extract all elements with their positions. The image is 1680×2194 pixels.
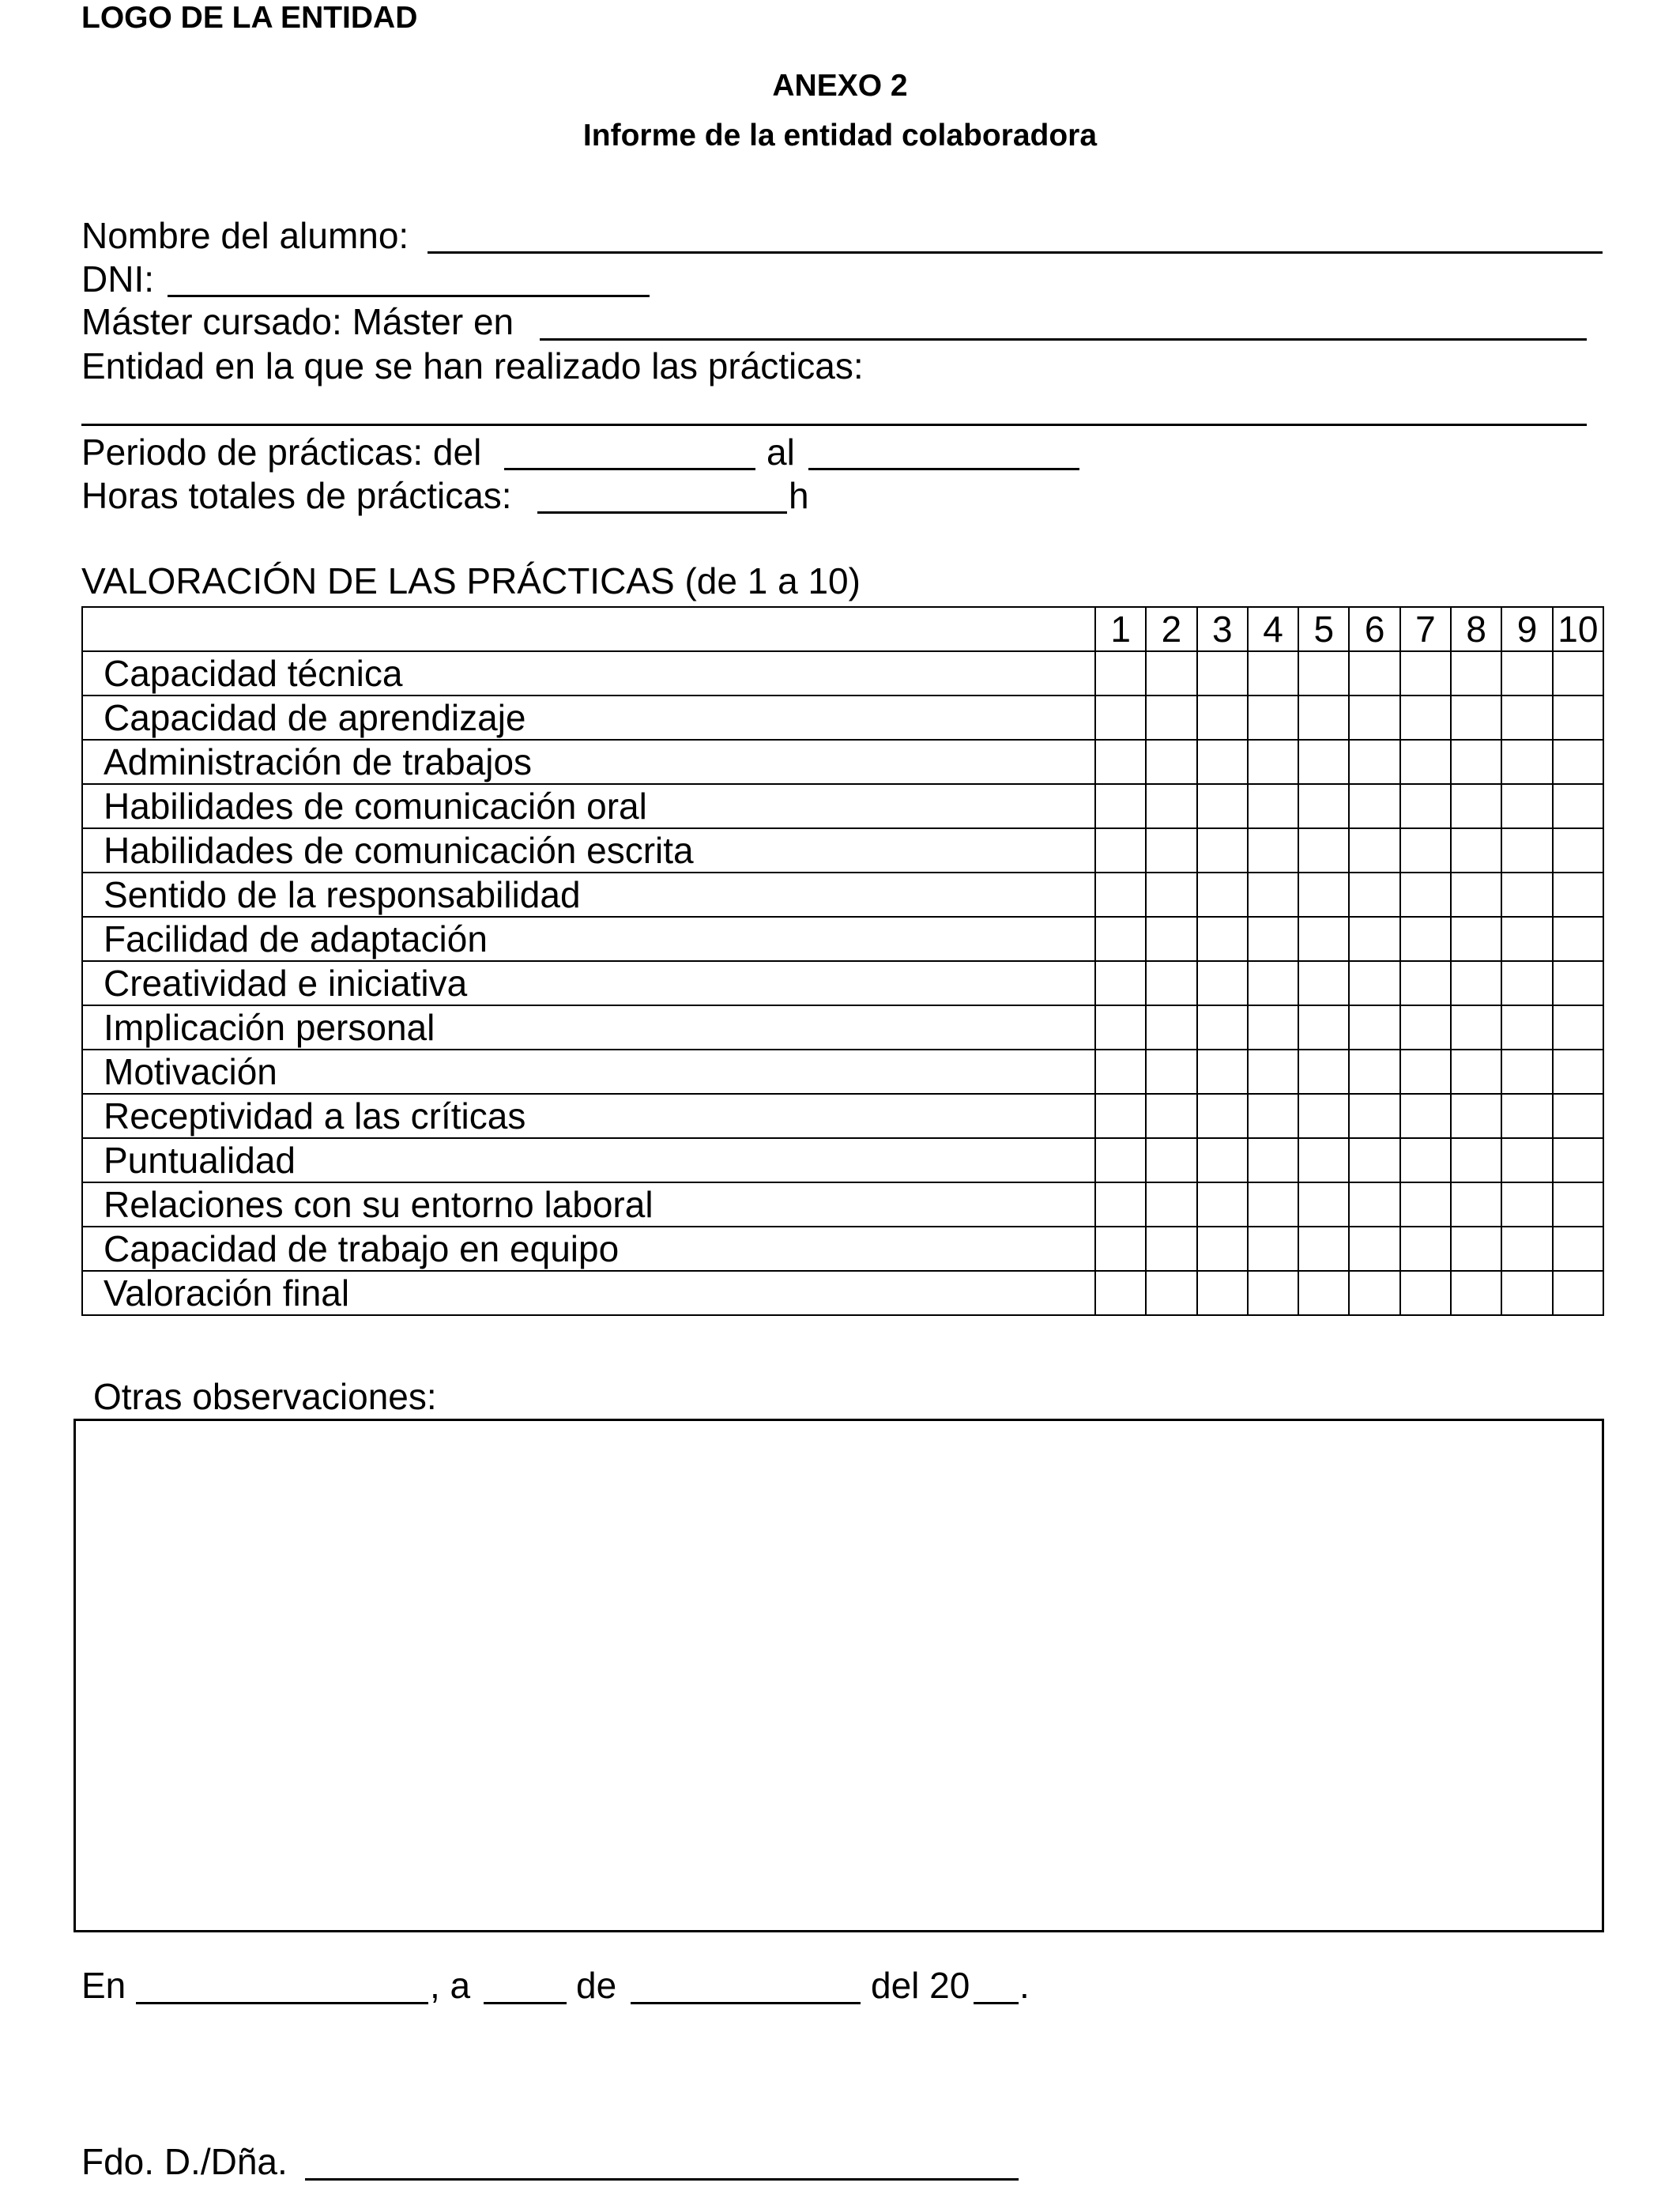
signature-field[interactable] — [305, 2178, 1019, 2181]
score-cell-7[interactable] — [1400, 696, 1451, 740]
score-cell-1[interactable] — [1095, 1138, 1146, 1182]
master-label: Máster cursado: Máster en — [81, 301, 514, 342]
student-name-label: Nombre del alumno: — [81, 215, 409, 256]
date-del-label: del 20 — [871, 1965, 970, 2006]
period-start-field[interactable] — [504, 468, 755, 470]
score-cell-6[interactable] — [1349, 917, 1399, 961]
period-end-field[interactable] — [808, 468, 1079, 470]
observations-label: Otras observaciones: — [93, 1376, 437, 1417]
criterion-row — [82, 917, 1603, 961]
score-cell-6[interactable] — [1349, 961, 1399, 1005]
scale-header-9: 9 — [1501, 607, 1552, 651]
score-cell-8[interactable] — [1451, 1138, 1501, 1182]
score-cell-8[interactable] — [1451, 1182, 1501, 1227]
score-cell-7[interactable] — [1400, 873, 1451, 917]
criterion-label: Administración de trabajos — [82, 740, 1095, 784]
date-a-label: , a — [430, 1965, 471, 2006]
score-cell-5[interactable] — [1298, 1050, 1349, 1094]
scale-header-3: 3 — [1197, 607, 1248, 651]
score-cell-1[interactable] — [1095, 1227, 1146, 1271]
score-cell-5[interactable] — [1298, 917, 1349, 961]
score-cell-3[interactable] — [1197, 784, 1248, 828]
criterion-row — [82, 1094, 1603, 1138]
score-cell-2[interactable] — [1146, 651, 1196, 696]
place-field[interactable] — [136, 2002, 428, 2004]
score-cell-6[interactable] — [1349, 1094, 1399, 1138]
score-cell-2[interactable] — [1146, 828, 1196, 873]
scale-header-2: 2 — [1146, 607, 1196, 651]
student-name-field[interactable] — [428, 251, 1603, 254]
signature-label: Fdo. D./Dña. — [81, 2141, 288, 2182]
score-cell-2[interactable] — [1146, 1227, 1196, 1271]
score-cell-7[interactable] — [1400, 651, 1451, 696]
score-cell-9[interactable] — [1501, 1005, 1552, 1050]
score-cell-7[interactable] — [1400, 828, 1451, 873]
score-cell-5[interactable] — [1298, 1138, 1349, 1182]
score-cell-5[interactable] — [1298, 1005, 1349, 1050]
score-cell-8[interactable] — [1451, 740, 1501, 784]
total-hours-label: Horas totales de prácticas: — [81, 475, 512, 516]
score-cell-1[interactable] — [1095, 917, 1146, 961]
score-cell-6[interactable] — [1349, 1227, 1399, 1271]
criterion-row — [82, 696, 1603, 740]
annex-heading: ANEXO 2 — [772, 69, 908, 103]
scale-header-7: 7 — [1400, 607, 1451, 651]
score-cell-6[interactable] — [1349, 1271, 1399, 1315]
criterion-label: Capacidad técnica — [82, 651, 1095, 696]
total-hours-field[interactable] — [537, 511, 787, 514]
score-cell-2[interactable] — [1146, 1182, 1196, 1227]
score-cell-8[interactable] — [1451, 651, 1501, 696]
score-cell-4[interactable] — [1248, 1271, 1298, 1315]
criterion-row — [82, 1138, 1603, 1182]
observations-textbox[interactable] — [73, 1419, 1604, 1932]
criterion-row — [82, 1050, 1603, 1094]
criterion-row — [82, 873, 1603, 917]
score-cell-9[interactable] — [1501, 1138, 1552, 1182]
score-cell-8[interactable] — [1451, 917, 1501, 961]
criterion-label: Relaciones con su entorno laboral — [82, 1182, 1095, 1227]
score-cell-3[interactable] — [1197, 696, 1248, 740]
criteria-header-cell — [82, 607, 1095, 651]
hours-unit: h — [789, 475, 809, 516]
score-cell-7[interactable] — [1400, 1182, 1451, 1227]
score-cell-10[interactable] — [1553, 651, 1603, 696]
score-cell-10[interactable] — [1553, 1050, 1603, 1094]
score-cell-5[interactable] — [1298, 961, 1349, 1005]
score-cell-3[interactable] — [1197, 873, 1248, 917]
score-cell-5[interactable] — [1298, 1094, 1349, 1138]
score-cell-7[interactable] — [1400, 961, 1451, 1005]
score-cell-1[interactable] — [1095, 696, 1146, 740]
score-cell-1[interactable] — [1095, 1005, 1146, 1050]
scale-header-8: 8 — [1451, 607, 1501, 651]
score-cell-9[interactable] — [1501, 828, 1552, 873]
score-cell-10[interactable] — [1553, 696, 1603, 740]
score-cell-7[interactable] — [1400, 1271, 1451, 1315]
score-cell-5[interactable] — [1298, 828, 1349, 873]
score-cell-1[interactable] — [1095, 1271, 1146, 1315]
score-cell-10[interactable] — [1553, 873, 1603, 917]
scale-header-6: 6 — [1349, 607, 1399, 651]
score-cell-6[interactable] — [1349, 740, 1399, 784]
score-cell-3[interactable] — [1197, 1050, 1248, 1094]
score-cell-9[interactable] — [1501, 696, 1552, 740]
entity-logo-placeholder: LOGO DE LA ENTIDAD — [81, 1, 418, 35]
score-cell-3[interactable] — [1197, 1005, 1248, 1050]
score-cell-10[interactable] — [1553, 784, 1603, 828]
date-end-period: . — [1019, 1965, 1030, 2006]
criterion-row — [82, 740, 1603, 784]
criterion-row — [82, 961, 1603, 1005]
score-cell-6[interactable] — [1349, 1182, 1399, 1227]
score-cell-6[interactable] — [1349, 873, 1399, 917]
score-cell-9[interactable] — [1501, 740, 1552, 784]
dni-label: DNI: — [81, 258, 154, 300]
score-cell-4[interactable] — [1248, 1094, 1298, 1138]
score-cell-6[interactable] — [1349, 784, 1399, 828]
score-cell-10[interactable] — [1553, 1005, 1603, 1050]
score-cell-2[interactable] — [1146, 917, 1196, 961]
score-cell-10[interactable] — [1553, 828, 1603, 873]
score-cell-2[interactable] — [1146, 873, 1196, 917]
criterion-row — [82, 1227, 1603, 1271]
period-label: Periodo de prácticas: del — [81, 432, 482, 473]
score-cell-5[interactable] — [1298, 740, 1349, 784]
score-cell-8[interactable] — [1451, 1005, 1501, 1050]
score-cell-2[interactable] — [1146, 1271, 1196, 1315]
criterion-label: Habilidades de comunicación oral — [82, 784, 1095, 828]
score-cell-8[interactable] — [1451, 1094, 1501, 1138]
score-cell-8[interactable] — [1451, 828, 1501, 873]
score-cell-4[interactable] — [1248, 651, 1298, 696]
score-cell-7[interactable] — [1400, 740, 1451, 784]
score-cell-10[interactable] — [1553, 961, 1603, 1005]
score-cell-7[interactable] — [1400, 1094, 1451, 1138]
criterion-label: Capacidad de trabajo en equipo — [82, 1227, 1095, 1271]
score-cell-8[interactable] — [1451, 873, 1501, 917]
score-cell-8[interactable] — [1451, 1271, 1501, 1315]
score-cell-1[interactable] — [1095, 828, 1146, 873]
score-cell-2[interactable] — [1146, 784, 1196, 828]
score-cell-6[interactable] — [1349, 828, 1399, 873]
score-cell-5[interactable] — [1298, 651, 1349, 696]
date-de-label: de — [576, 1965, 617, 2006]
score-cell-4[interactable] — [1248, 1138, 1298, 1182]
score-cell-3[interactable] — [1197, 1138, 1248, 1182]
score-cell-1[interactable] — [1095, 784, 1146, 828]
score-cell-5[interactable] — [1298, 696, 1349, 740]
score-cell-4[interactable] — [1248, 828, 1298, 873]
score-cell-4[interactable] — [1248, 1182, 1298, 1227]
score-cell-10[interactable] — [1553, 740, 1603, 784]
score-cell-1[interactable] — [1095, 873, 1146, 917]
score-cell-3[interactable] — [1197, 1094, 1248, 1138]
score-cell-9[interactable] — [1501, 961, 1552, 1005]
scale-header-10: 10 — [1553, 607, 1603, 651]
score-cell-8[interactable] — [1451, 961, 1501, 1005]
score-cell-1[interactable] — [1095, 1182, 1146, 1227]
score-cell-10[interactable] — [1553, 1182, 1603, 1227]
score-cell-6[interactable] — [1349, 1005, 1399, 1050]
score-cell-9[interactable] — [1501, 1094, 1552, 1138]
score-cell-3[interactable] — [1197, 917, 1248, 961]
score-cell-9[interactable] — [1501, 1271, 1552, 1315]
entity-field[interactable] — [81, 424, 1587, 426]
score-cell-7[interactable] — [1400, 1138, 1451, 1182]
criterion-label: Habilidades de comunicación escrita — [82, 828, 1095, 873]
score-cell-5[interactable] — [1298, 1227, 1349, 1271]
score-cell-3[interactable] — [1197, 961, 1248, 1005]
score-cell-1[interactable] — [1095, 740, 1146, 784]
day-field[interactable] — [484, 2002, 567, 2004]
score-cell-4[interactable] — [1248, 1005, 1298, 1050]
score-cell-10[interactable] — [1553, 1227, 1603, 1271]
criterion-row — [82, 1005, 1603, 1050]
score-cell-2[interactable] — [1146, 696, 1196, 740]
year-field[interactable] — [974, 2002, 1019, 2004]
score-cell-7[interactable] — [1400, 1005, 1451, 1050]
scale-header-5: 5 — [1298, 607, 1349, 651]
score-cell-7[interactable] — [1400, 1227, 1451, 1271]
criterion-label: Motivación — [82, 1050, 1095, 1094]
score-cell-4[interactable] — [1248, 740, 1298, 784]
score-cell-6[interactable] — [1349, 1050, 1399, 1094]
score-cell-2[interactable] — [1146, 1050, 1196, 1094]
place-prefix: En — [81, 1965, 126, 2006]
score-cell-10[interactable] — [1553, 1094, 1603, 1138]
month-field[interactable] — [631, 2002, 861, 2004]
score-cell-4[interactable] — [1248, 1227, 1298, 1271]
score-cell-2[interactable] — [1146, 961, 1196, 1005]
score-cell-5[interactable] — [1298, 1182, 1349, 1227]
score-cell-3[interactable] — [1197, 651, 1248, 696]
criterion-row — [82, 784, 1603, 828]
score-cell-2[interactable] — [1146, 1138, 1196, 1182]
score-cell-7[interactable] — [1400, 917, 1451, 961]
score-cell-5[interactable] — [1298, 873, 1349, 917]
score-cell-9[interactable] — [1501, 1182, 1552, 1227]
score-cell-2[interactable] — [1146, 740, 1196, 784]
score-cell-7[interactable] — [1400, 784, 1451, 828]
criterion-label: Valoración final — [82, 1271, 1095, 1315]
criterion-label: Puntualidad — [82, 1138, 1095, 1182]
score-cell-8[interactable] — [1451, 1050, 1501, 1094]
score-cell-9[interactable] — [1501, 1050, 1552, 1094]
score-cell-3[interactable] — [1197, 1182, 1248, 1227]
score-cell-8[interactable] — [1451, 696, 1501, 740]
score-cell-1[interactable] — [1095, 1094, 1146, 1138]
score-cell-9[interactable] — [1501, 873, 1552, 917]
score-cell-10[interactable] — [1553, 1271, 1603, 1315]
criterion-label: Implicación personal — [82, 1005, 1095, 1050]
score-cell-8[interactable] — [1451, 1227, 1501, 1271]
master-field[interactable] — [540, 338, 1587, 341]
evaluation-title: VALORACIÓN DE LAS PRÁCTICAS (de 1 a 10) — [81, 560, 861, 601]
score-cell-2[interactable] — [1146, 1094, 1196, 1138]
criterion-row — [82, 828, 1603, 873]
scale-header-4: 4 — [1248, 607, 1298, 651]
score-cell-4[interactable] — [1248, 784, 1298, 828]
score-cell-4[interactable] — [1248, 1050, 1298, 1094]
criterion-label: Sentido de la responsabilidad — [82, 873, 1095, 917]
score-cell-4[interactable] — [1248, 696, 1298, 740]
score-cell-1[interactable] — [1095, 1050, 1146, 1094]
dni-field[interactable] — [168, 295, 650, 297]
score-cell-7[interactable] — [1400, 1050, 1451, 1094]
score-cell-3[interactable] — [1197, 740, 1248, 784]
criterion-row — [82, 651, 1603, 696]
scale-header-row — [82, 607, 1603, 651]
document-title: Informe de la entidad colaboradora — [582, 119, 1098, 153]
evaluation-table — [81, 606, 1604, 1316]
entity-label: Entidad en la que se han realizado las prácticas: — [81, 345, 864, 386]
score-cell-9[interactable] — [1501, 1227, 1552, 1271]
score-cell-4[interactable] — [1248, 917, 1298, 961]
score-cell-5[interactable] — [1298, 784, 1349, 828]
score-cell-1[interactable] — [1095, 961, 1146, 1005]
criterion-label: Capacidad de aprendizaje — [82, 696, 1095, 740]
score-cell-10[interactable] — [1553, 1138, 1603, 1182]
criterion-label: Receptividad a las críticas — [82, 1094, 1095, 1138]
score-cell-9[interactable] — [1501, 917, 1552, 961]
score-cell-8[interactable] — [1451, 784, 1501, 828]
scale-header-1: 1 — [1095, 607, 1146, 651]
score-cell-3[interactable] — [1197, 1227, 1248, 1271]
score-cell-4[interactable] — [1248, 873, 1298, 917]
criterion-row — [82, 1271, 1603, 1315]
score-cell-2[interactable] — [1146, 1005, 1196, 1050]
score-cell-6[interactable] — [1349, 1138, 1399, 1182]
score-cell-9[interactable] — [1501, 784, 1552, 828]
criterion-row — [82, 1182, 1603, 1227]
score-cell-4[interactable] — [1248, 961, 1298, 1005]
score-cell-3[interactable] — [1197, 828, 1248, 873]
criterion-label: Creatividad e iniciativa — [82, 961, 1095, 1005]
score-cell-5[interactable] — [1298, 1271, 1349, 1315]
period-to-label: al — [767, 432, 795, 473]
score-cell-10[interactable] — [1553, 917, 1603, 961]
score-cell-3[interactable] — [1197, 1271, 1248, 1315]
score-cell-6[interactable] — [1349, 651, 1399, 696]
score-cell-1[interactable] — [1095, 651, 1146, 696]
criterion-label: Facilidad de adaptación — [82, 917, 1095, 961]
score-cell-6[interactable] — [1349, 696, 1399, 740]
score-cell-9[interactable] — [1501, 651, 1552, 696]
